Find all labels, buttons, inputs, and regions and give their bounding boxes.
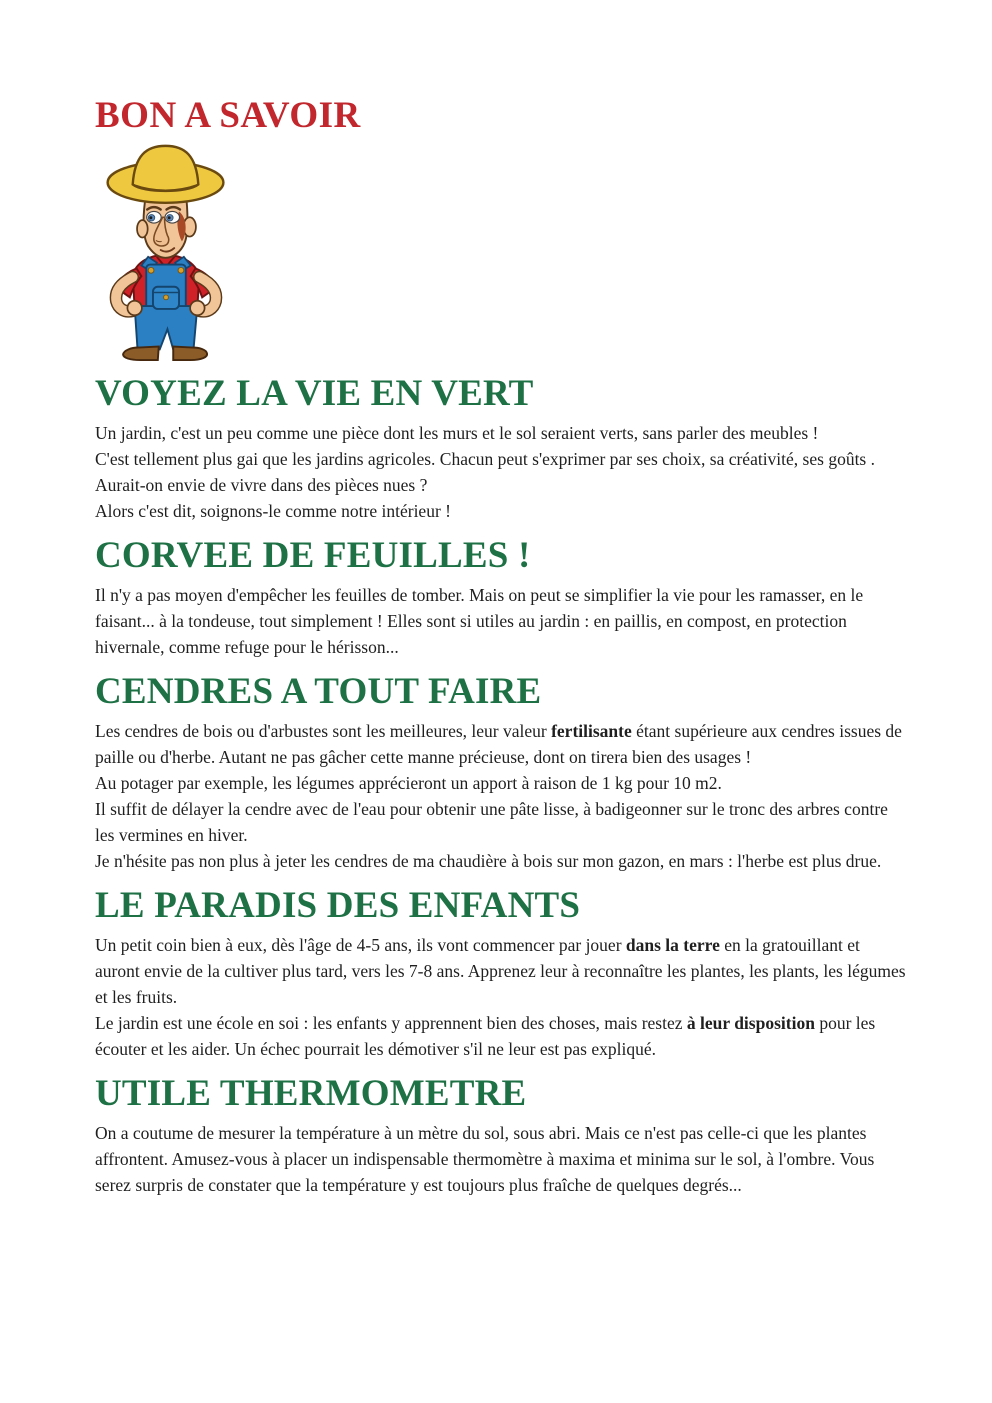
- section-heading: VOYEZ LA VIE EN VERT: [95, 372, 534, 414]
- paragraph: On a coutume de mesurer la température à un mètre du sol, sous abri. Mais ce n'est pas celle-ci que les plantes affrontent. Amusez-vous à placer un indispensable thermomètre à maxima et minima sur le sol, à l'ombre. Vous serez surpris de constater que la température y est toujours plus fraîche de quelques degrés...: [95, 1122, 875, 1195]
- paragraph: Au potager par exemple, les légumes apprécieront un apport à raison de 1 kg pour 10 m2.: [95, 772, 722, 793]
- document-section: [95, 672, 906, 874]
- section-body: [95, 718, 906, 874]
- paragraph: Les cendres de bois ou d'arbustes sont les meilleures, leur valeur fertilisante étant supérieure aux cendres issues de paille ou d'herbe. Autant ne pas gâcher cette manne précieuse, dont on tirera bien des usages !: [95, 720, 902, 767]
- paragraph: Il n'y a pas moyen d'empêcher les feuilles de tomber. Mais on peut se simplifier la vie pour les ramasser, en le faisant... à la tondeuse, tout simplement ! Elles sont si utiles au jardin : en paillis, en compost, en protection hivernale, comme refuge pour le hérisson...: [95, 584, 864, 657]
- page-title: BON A SAVOIR: [95, 95, 361, 136]
- paragraph: C'est tellement plus gai que les jardins agricoles. Chacun peut s'exprimer par ses choix, sa créativité, ses goûts .: [95, 448, 875, 469]
- section-heading: CORVEE DE FEUILLES !: [95, 534, 531, 576]
- section-body: [95, 1120, 906, 1198]
- document-section: [95, 1074, 906, 1198]
- document-section: [95, 374, 906, 524]
- paragraph: Il suffit de délayer la cendre avec de l'eau pour obtenir une pâte lisse, à badigeonner sur le tronc des arbres contre les vermines en hiver.: [95, 798, 888, 845]
- document-section: [95, 886, 906, 1062]
- paragraph: Un petit coin bien à eux, dès l'âge de 4-5 ans, ils vont commencer par jouer dans la terre en la gratouillant et auront envie de la cultiver plus tard, vers les 7-8 ans. Apprenez leur à reconnaître les plantes, les plants, les légumes et les fruits.: [95, 934, 906, 1007]
- section-body: [95, 932, 906, 1062]
- section-heading: CENDRES A TOUT FAIRE: [95, 670, 542, 712]
- paragraph: Un jardin, c'est un peu comme une pièce dont les murs et le sol seraient verts, sans parler des meubles !: [95, 422, 819, 443]
- sections-container: [95, 374, 906, 1198]
- paragraph: Le jardin est une école en soi : les enfants y apprennent bien des choses, mais restez à leur disposition pour les écouter et les aider. Un échec pourrait les démotiver s'il ne leur est pas expliqué.: [95, 1012, 876, 1059]
- paragraph: Je n'hésite pas non plus à jeter les cendres de ma chaudière à bois sur mon gazon, en mars : l'herbe est plus drue.: [95, 850, 882, 871]
- paragraph: Aurait-on envie de vivre dans des pièces nues ?: [95, 474, 428, 495]
- section-body: [95, 582, 906, 660]
- section-heading: UTILE THERMOMETRE: [95, 1072, 527, 1114]
- farmer-illustration: [95, 142, 237, 362]
- document-section: [95, 536, 906, 660]
- section-body: [95, 420, 906, 524]
- section-heading: LE PARADIS DES ENFANTS: [95, 884, 581, 926]
- farmer-icon: [95, 142, 237, 362]
- paragraph: Alors c'est dit, soignons-le comme notre intérieur !: [95, 500, 451, 521]
